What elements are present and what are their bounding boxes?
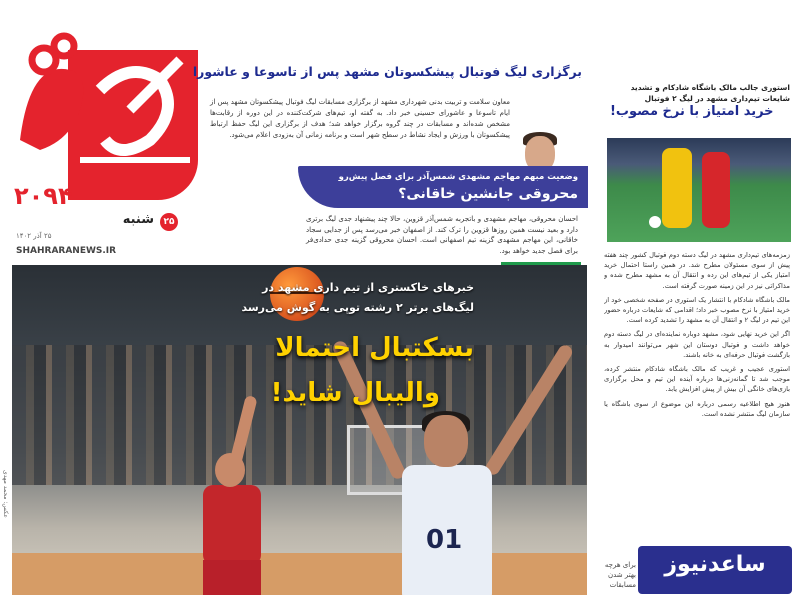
issue-badge: ۲۵ xyxy=(160,213,178,231)
photo-player-red xyxy=(702,152,730,228)
issue-date: ۲۵ آذر ۱۴۰۲ xyxy=(16,232,52,240)
site-url[interactable]: SHAHRARANEWS.IR xyxy=(16,246,117,256)
corner-note: برای هرچه بهتر شدن مسابقات xyxy=(604,561,636,589)
photo-headline-1[interactable]: بسکتبال احتمالا xyxy=(275,333,474,363)
right-story-paragraph: استوری عجیب و غریب که مالک باشگاه شادکام منتشر کرده، موجب شد تا گمانه‌زنی‌ها درباره آینده این تیم و محل برگزاری بازی‌های خانگی آن بیش از پیش افزایش یابد. xyxy=(604,365,790,394)
right-story-paragraph: زمزمه‌های تیم‌داری مشهد در لیگ دسته دوم فوتبال کشور چند هفته پیش از سوی مسئولان مطرح شد. در همین راستا احتمال خرید امتیاز یکی از تیم‌های این رده و انتقال آن به مشهد مطرح شده و مذاکراتی نیز در این زمینه صورت گرفته است. xyxy=(604,251,790,290)
second-story-kicker: وضعیت مبهم مهاجم مشهدی شمس‌آذر برای فصل پیش‌رو xyxy=(338,172,578,182)
right-story-headline[interactable]: خرید امتیاز با نرخ مصوب! xyxy=(610,104,774,119)
player-red xyxy=(197,435,267,595)
top-story-body: معاون سلامت و تربیت بدنی شهرداری مشهد از برگزاری مسابقات لیگ فوتبال پیشکسوتان مشهد پس از ایام تاسوعا و عاشورای حسینی خبر داد. به گفته او، تیم‌های شرکت‌کننده در این دوره از رقابت‌ها مشخص شده‌اند و مسابقات در چند گروه برگزار خواهد شد؛ هدف از برگزاری این لیگ حفظ ارتباط پیشکسوتان با ورزش و ایجاد نشاط در سطح شهر است و برنامه زمانی آن به‌زودی اعلام می‌شود. xyxy=(210,98,510,139)
brand-name: ساعدنیوز xyxy=(664,552,766,577)
second-story-headline[interactable]: محروقی جانشین خاقانی؟ xyxy=(398,186,578,202)
photo-player-yellow xyxy=(662,148,692,228)
issue-number: ۲۰۹۴ xyxy=(14,182,73,210)
logo-calligraphy-icon xyxy=(10,20,195,190)
issue-day: شنبه xyxy=(122,212,154,227)
photo-kicker: خبرهای خاکستری از تیم داری مشهد در لیگ‌های برتر ۲ رشته توپی به گوش می‌رسد xyxy=(241,281,474,314)
top-story-headline[interactable]: برگزاری لیگ فوتبال پیشکسوتان مشهد پس از تاسوعا و عاشورا xyxy=(192,64,582,79)
newspaper-logo xyxy=(10,20,195,180)
second-story xyxy=(200,166,588,262)
right-story-paragraph: هنوز هیچ اطلاعیه رسمی درباره این موضوع از سوی باشگاه یا سازمان لیگ منتشر نشده است. xyxy=(604,399,790,418)
right-story-paragraph: اگر این خرید نهایی شود، مشهد دوباره نماینده‌ای در لیگ دسته دوم خواهد داشت و فوتبال دوستان این شهر می‌توانند امیدوار به بازگشت فوتبال حرفه‌ای به خانه باشند. xyxy=(604,330,790,359)
second-story-body: احسان محروقی، مهاجم مشهدی و باتجربه شمس‌آذر قزوین، حالا چند پیشنهاد جدی لیگ برتری دارد و بعید نیست همین روزها قزوین را ترک کند. از اصفهان خبر می‌رسد پس از جدایی سجاد خاقانی، این مهاجم مشهدی گزینه تیم اصفهانی است. احسان محروقی گزینه جدی حدادی‌فر برای فصل جدید خواهد بود. xyxy=(306,215,578,255)
date-box xyxy=(14,212,184,256)
right-story-kicker: استوری جالب مالک باشگاه شادکام و تشدید شایعات تیم‌داری مشهد در لیگ ۲ فوتبال xyxy=(630,83,790,103)
photo-headline-2[interactable]: والیبال شاید! xyxy=(270,378,440,408)
brand-watermark[interactable] xyxy=(638,546,792,594)
photo-credit: عکس: محمد مهدی xyxy=(2,470,9,518)
masthead xyxy=(0,0,200,262)
right-story-body xyxy=(604,250,790,540)
top-story-header-bar xyxy=(192,52,588,94)
player-white: 01 xyxy=(342,335,572,595)
football-icon xyxy=(649,216,661,228)
right-story-photo xyxy=(607,138,791,242)
right-story-paragraph: مالک باشگاه شادکام با انتشار یک استوری در صفحه شخصی خود از خرید امتیاز با نرخ مصوب خبر داد؛ اقدامی که شایعات درباره حضور این تیم در لیگ ۲ و انتقال آن به مشهد را تشدید کرده است. xyxy=(604,295,790,325)
